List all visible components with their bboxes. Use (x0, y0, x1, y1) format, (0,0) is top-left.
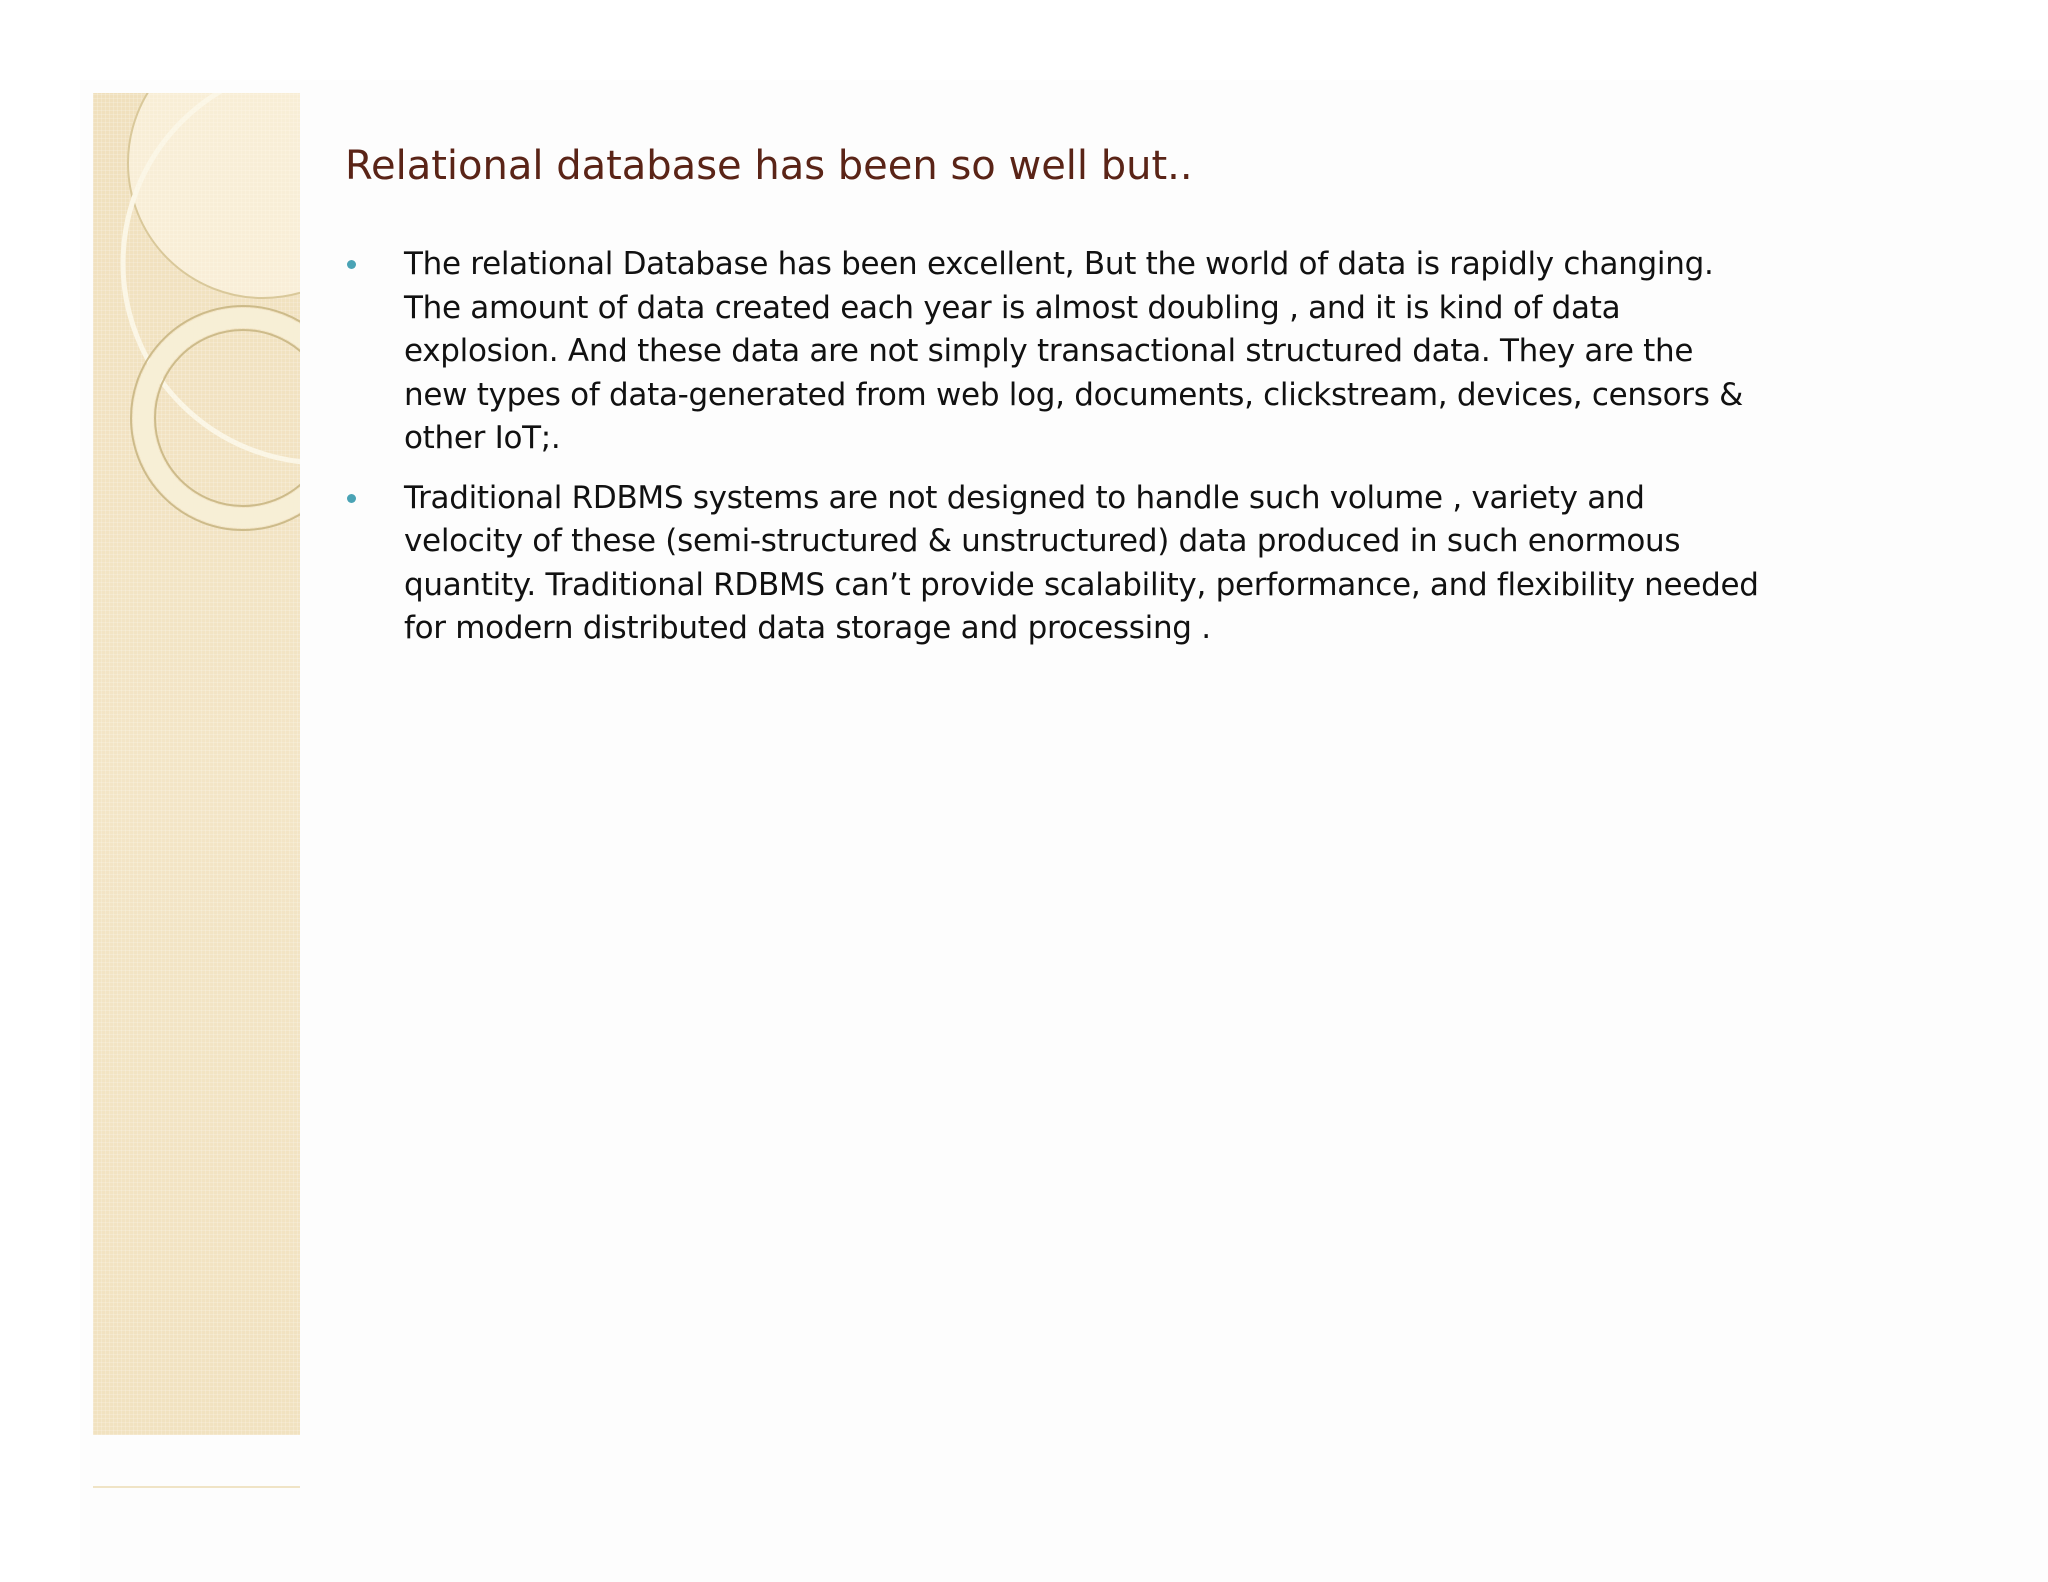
bullet-text: Traditional RDBMS systems are not designed to handle such volume , variety and velocity of these (semi-structured & unstructured) data produced in such enormous quantity. Traditional RDBMS can’t provide scalability, performance, and flexibility needed for modern distributed data storage and processing . (404, 479, 1759, 646)
bullet-item (345, 477, 1765, 651)
slide-title: Relational database has been so well but.. (345, 143, 1193, 189)
bullet-marker-icon (347, 494, 356, 503)
decorative-side-band (93, 93, 300, 1435)
bullet-text: The relational Database has been excellent, But the world of data is rapidly changing. The amount of data created each year is almost doubling , and it is kind of data explosion. And these data are not simply transactional structured data. They are the new types of data-generated from web log, documents, clickstream, devices, censors & other IoT;. (404, 246, 1743, 456)
bullet-marker-icon (347, 260, 356, 269)
decorative-circles-graphic (93, 93, 300, 1435)
decorative-bottom-rule (93, 1486, 300, 1488)
bullet-item (345, 243, 1765, 461)
bullet-list (345, 243, 1765, 667)
